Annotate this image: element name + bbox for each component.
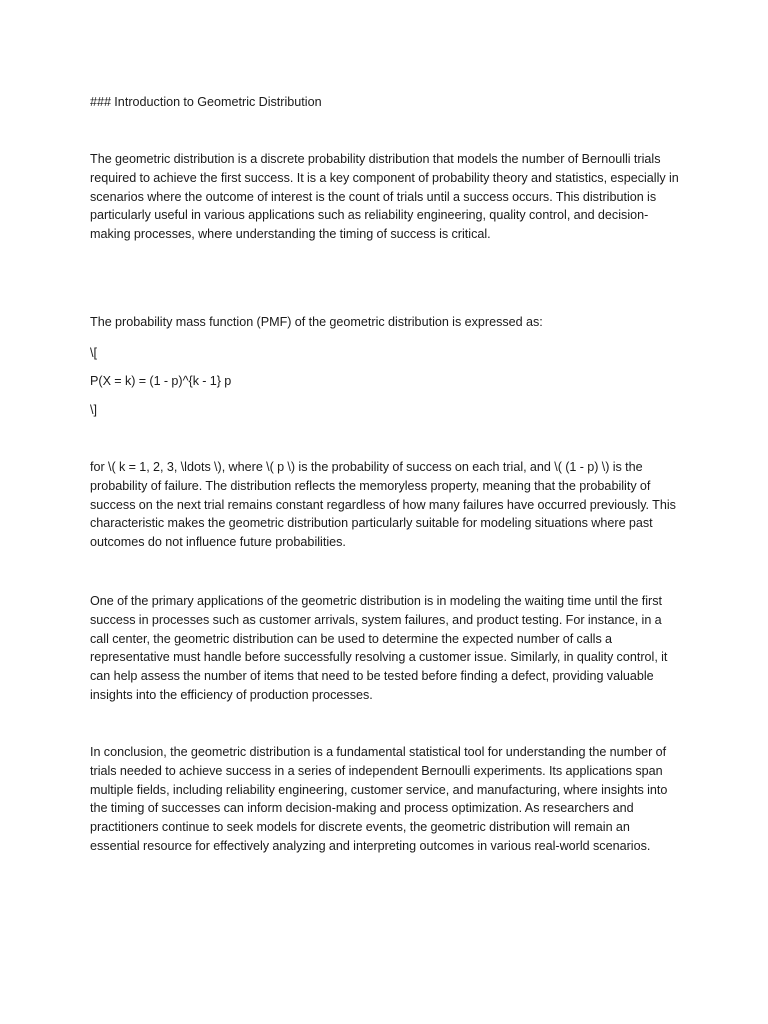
equation-open-delimiter: \[ — [90, 346, 97, 360]
paragraph-pmf-intro: The probability mass function (PMF) of the geometric distribution is expressed as: — [90, 315, 543, 329]
paragraph-conclusion: In conclusion, the geometric distribution is a fundamental statistical tool for understanding the number of trials needed to achieve success in a series of independent Bernoulli experiments. Its applications span multiple fields, including reliability engineering, customer service, and manufacturing, where insights into the timing of successes can inform decision-making and process optimization. As researchers and practitioners continue to seek models for discrete events, the geometric distribution will remain an essential resource for effectively analyzing and interpreting outcomes in various real-world scenarios. — [90, 745, 668, 853]
paragraph-intro: The geometric distribution is a discrete probability distribution that models the number of Bernoulli trials required to achieve the first success. It is a key component of probability theory and statistics, especially in scenarios where the outcome of interest is the count of trials until a success occurs. This distribution is particularly useful in various applications such as reliability engineering, quality control, and decision-making processes, where understanding the timing of success is critical. — [90, 152, 679, 242]
equation-pmf: P(X = k) = (1 - p)^{k - 1} p — [90, 374, 232, 388]
paragraph-memoryless: for \( k = 1, 2, 3, \ldots \), where \( p \) is the probability of success on each trial, and \( (1 - p) \) is the probability of failure. The distribution reflects the memoryless property, meaning that the probability of success on the next trial remains constant regardless of how many failures have occurred previously. This characteristic makes the geometric distribution particularly suitable for modeling situations where past outcomes do not influence future probabilities. — [90, 460, 676, 550]
paragraph-applications: One of the primary applications of the geometric distribution is in modeling the waiting time until the first success in processes such as customer arrivals, system failures, and product testing. For instance, in a call center, the geometric distribution can be used to determine the expected number of calls a representative must handle before successfully resolving a customer issue. Similarly, in quality control, it can help assess the number of items that need to be tested before finding a defect, providing valuable insights into the efficiency of production processes. — [90, 594, 668, 702]
equation-close-delimiter: \] — [90, 403, 97, 417]
document-heading: ### Introduction to Geometric Distribution — [90, 95, 322, 109]
